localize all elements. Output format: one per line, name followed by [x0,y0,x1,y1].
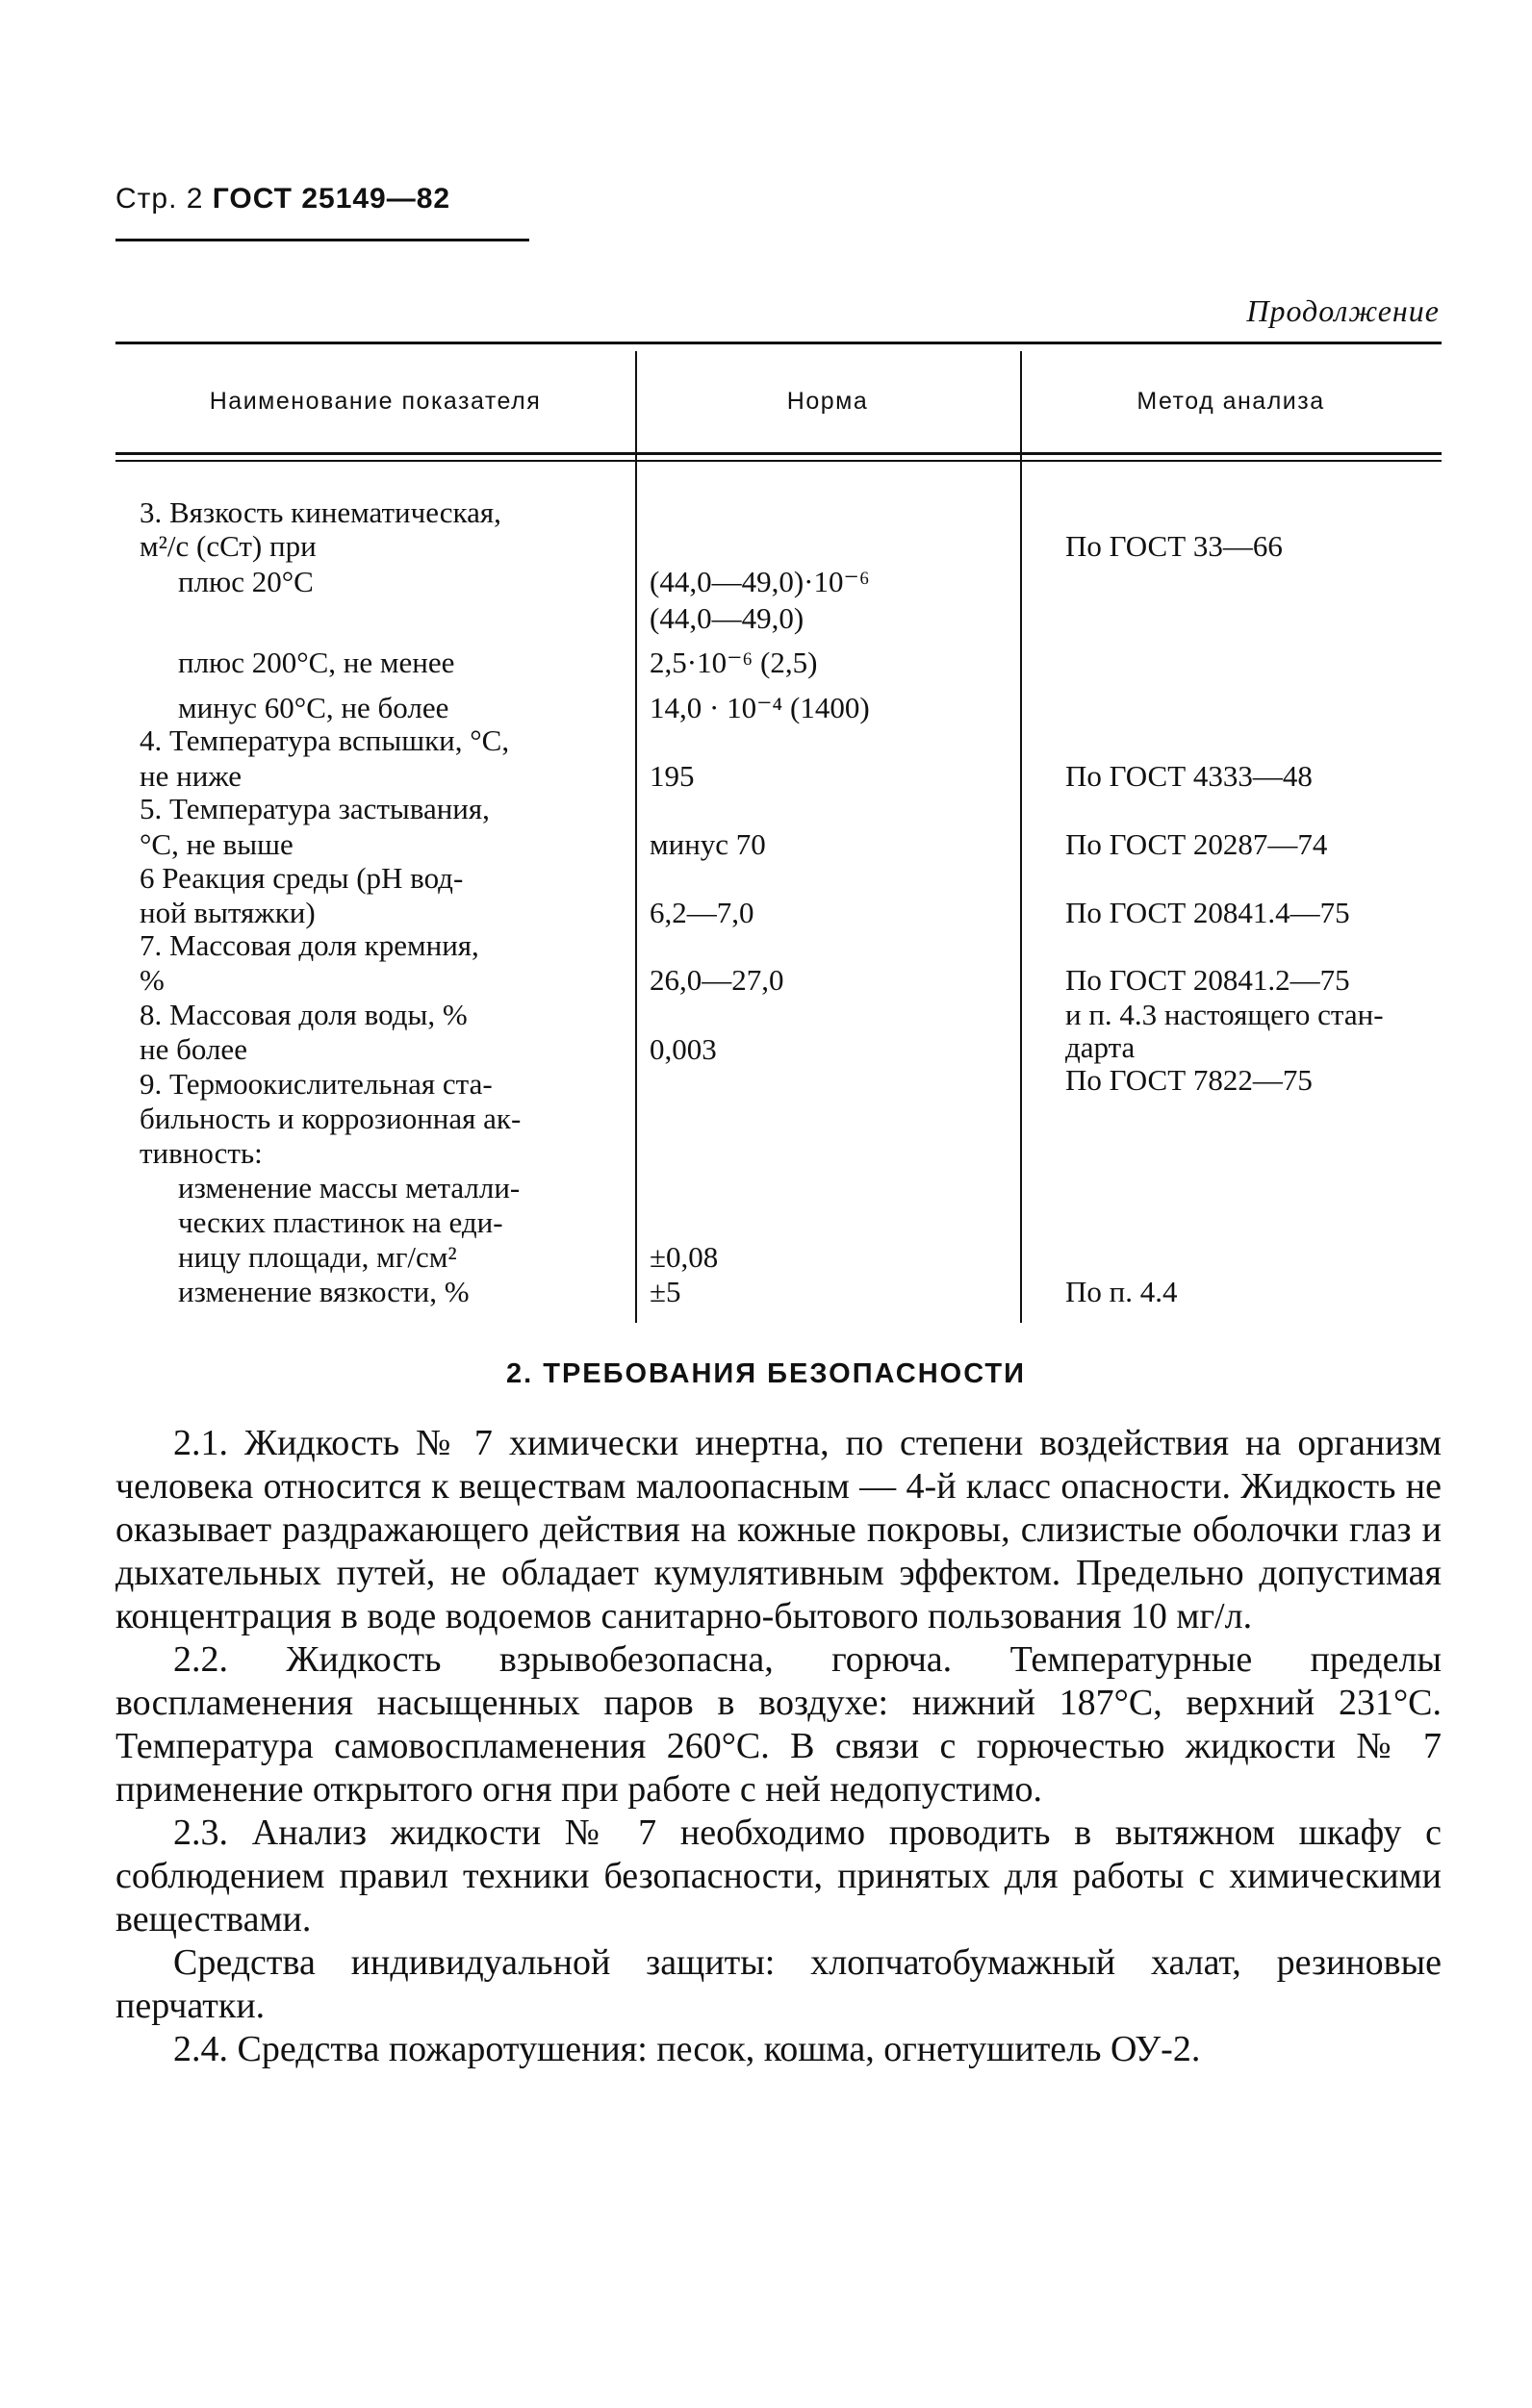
table-cell: 195 [650,759,695,793]
continuation-label: Продолжение [1246,293,1440,328]
table-cell: По ГОСТ 33—66 [1065,529,1283,563]
table-cell: изменение массы металли- [178,1171,521,1204]
column-divider [1020,351,1022,1323]
paragraph: 2.4. Средства пожаротушения: песок, кошма, огнетушитель ОУ-2. [173,2029,1201,2069]
table-cell: ±5 [650,1275,681,1308]
table-cell: По ГОСТ 4333—48 [1065,759,1313,793]
table-header-rule [115,452,1442,455]
table-cell: 4. Температура вспышки, °С, [140,723,510,757]
table-cell: дарта [1065,1030,1136,1064]
table-cell: % [140,963,165,997]
table-cell: (44,0—49,0)·10⁻⁶ [650,565,870,598]
paragraph: 2.3. Анализ жидкости № 7 необходимо проводить в вытяжном шкафу с соблюдением правил техники безопасности, принятых для работы с химическими веществами. [115,1812,1442,1939]
table-cell: и п. 4.3 настоящего стан- [1065,998,1384,1031]
table-cell: (44,0—49,0) [650,601,804,635]
table-cell: плюс 200°С, не менее [178,646,455,679]
paragraph: Средства индивидуальной защиты: хлопчатобумажный халат, резиновые перчатки. [115,1942,1442,2026]
page-number: Стр. 2 [115,183,204,215]
table-cell: плюс 20°С [178,565,314,598]
table-cell: ±0,08 [650,1240,719,1274]
table-cell: 3. Вязкость кинематическая, [140,495,501,529]
table-cell: 8. Массовая доля воды, % [140,998,468,1031]
table-cell: минус 70 [650,827,766,861]
table-cell: ной вытяжки) [140,896,316,929]
table-cell: 5. Температура застывания, [140,792,490,825]
table-cell: 9. Термоокислительная ста- [140,1067,493,1101]
table-cell: не ниже [140,759,243,793]
table-cell: По ГОСТ 20287—74 [1065,827,1328,861]
table-cell: 0,003 [650,1032,717,1066]
table-cell: 14,0 · 10⁻⁴ (1400) [650,691,870,724]
table-cell: По ГОСТ 7822—75 [1065,1063,1313,1097]
table-cell: ческих пластинок на еди- [178,1205,503,1239]
page-header [115,183,450,215]
table-cell: По ГОСТ 20841.2—75 [1065,963,1350,997]
section-title: 2. ТРЕБОВАНИЯ БЕЗОПАСНОСТИ [506,1358,1026,1389]
table-header-rule-thin [115,460,1442,462]
standard-number: ГОСТ 25149—82 [212,183,451,215]
table-cell: ницу площади, мг/см² [178,1240,457,1274]
column-header-name: Наименование показателя [209,388,542,415]
section-body [115,1422,1442,2071]
paragraph: 2.1. Жидкость № 7 химически инертна, по степени воздействия на организм человека относится к веществам малоопасным — 4-й класс опасности. Жидкость не оказывает раздражающего действия на кожные покровы, слизистые оболочки глаз и дыхательных путей, не обладает кумулятивным эффектом. Предельно допустимая концентрация в воде водоемов санитарно-бытового пользования 10 мг/л. [115,1423,1442,1636]
table-cell: не более [140,1032,247,1066]
table-cell: 2,5·10⁻⁶ (2,5) [650,646,818,679]
table-cell: По п. 4.4 [1065,1275,1178,1308]
table-cell: 6,2—7,0 [650,896,754,929]
table-cell: 7. Массовая доля кремния, [140,928,479,962]
column-header-method: Метод анализа [1136,388,1325,415]
table-cell: °С, не выше [140,827,294,861]
table-cell: По ГОСТ 20841.4—75 [1065,896,1350,929]
table-cell: 6 Реакция среды (рН вод- [140,861,464,895]
paragraph: 2.2. Жидкость взрывобезопасна, горюча. Температурные пределы воспламенения насыщенных паров в воздухе: нижний 187°С, верхний 231°С. Температура самовоспламенения 260°С. В связи с горючестью жидкости № 7 применение открытого огня при работе с ней недопустимо. [115,1639,1442,1810]
column-divider [635,351,637,1323]
table-cell: изменение вязкости, % [178,1275,470,1308]
specs-table [115,342,1442,1323]
table-cell: минус 60°С, не более [178,691,449,724]
table-cell: тивность: [140,1136,263,1170]
table-cell: 26,0—27,0 [650,963,784,997]
header-rule [115,239,529,241]
table-cell: бильность и коррозионная ак- [140,1102,522,1135]
table-cell: м²/с (сСт) при [140,529,317,563]
column-header-norm: Норма [786,388,869,415]
table-top-rule [115,342,1442,344]
